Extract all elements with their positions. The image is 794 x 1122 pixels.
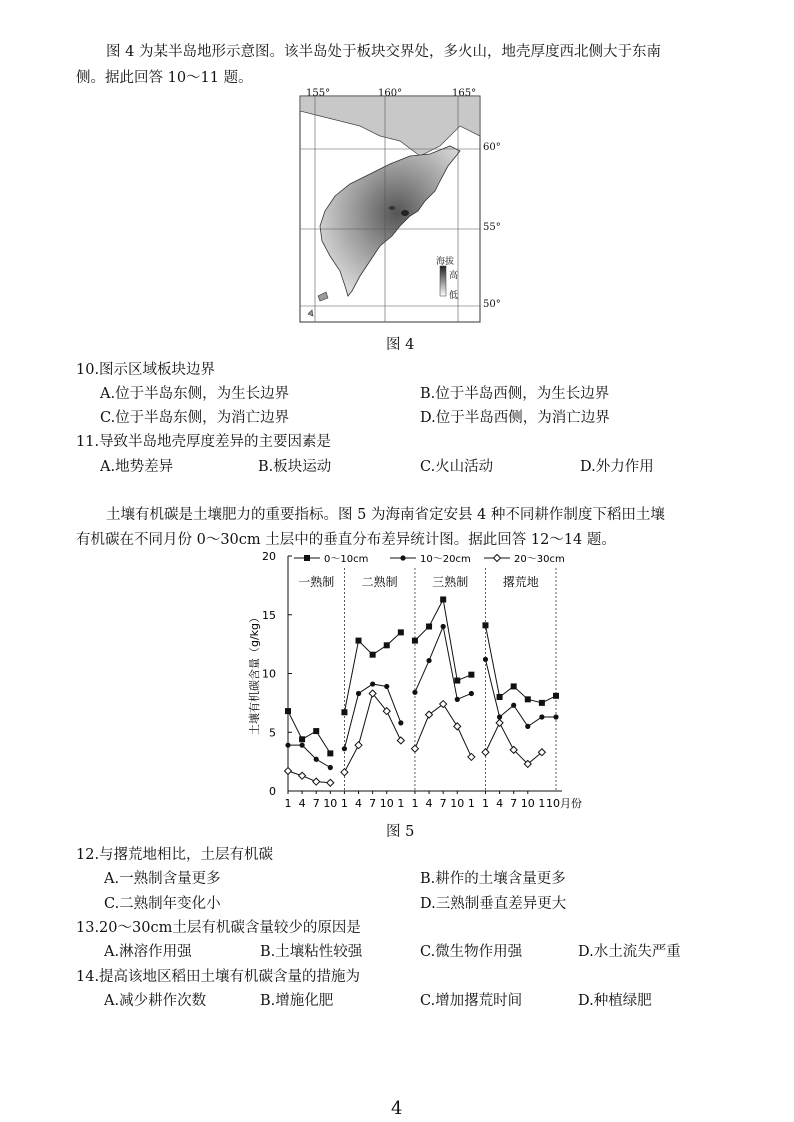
group-label: 三熟制: [432, 575, 469, 589]
data-point: [511, 683, 517, 689]
series-line: [415, 704, 471, 757]
x-tick-label: 7: [439, 797, 447, 810]
page-number: 4: [391, 1098, 403, 1119]
data-point: [300, 743, 305, 748]
data-point: [539, 700, 545, 706]
group-label: 一熟制: [298, 575, 335, 589]
q10-option-c: C.位于半岛东侧，为消亡边界: [100, 410, 290, 426]
data-point: [468, 753, 475, 760]
legend-title: 海拔: [436, 257, 455, 267]
q11-option-b: B.板块运动: [258, 459, 332, 475]
data-point: [482, 749, 489, 756]
y-tick-label: 0: [269, 785, 276, 798]
q14-option-a: A.减少耕作次数: [104, 993, 207, 1009]
q11-stem: 11.导致半岛地壳厚度差异的主要因素是: [76, 434, 332, 450]
data-point: [398, 720, 403, 725]
q10-option-b: B.位于半岛西侧，为生长边界: [420, 386, 610, 402]
y-tick-label: 15: [262, 608, 276, 622]
group-label: 撂荒地: [502, 575, 539, 589]
x-tick-label: 7: [312, 797, 320, 810]
intro-2-line-1: 土壤有机碳是土壤肥力的重要指标。图 5 为海南省定安县 4 种不同耕作制度下稻田土壤: [106, 507, 665, 523]
data-point: [497, 694, 503, 700]
data-point: [454, 678, 460, 684]
data-point: [341, 709, 347, 715]
q14-option-d: D.种植绿肥: [578, 993, 652, 1009]
peninsula-map: [300, 88, 501, 324]
data-point: [539, 714, 544, 719]
data-point: [384, 684, 389, 689]
series-line: [415, 599, 471, 680]
group-label: 二熟制: [361, 575, 398, 589]
x-tick-label: 4: [496, 797, 504, 810]
q14-option-c: C.增加撂荒时间: [420, 993, 523, 1009]
q10-option-a: A.位于半岛东侧，为生长边界: [100, 386, 290, 402]
y-tick-label: 10: [262, 667, 276, 681]
q12-stem: 12.与撂荒地相比，土层有机碳: [76, 847, 274, 863]
q13-stem: 13.20～30cm土层有机碳含量较少的原因是: [76, 920, 361, 936]
data-point: [469, 691, 474, 696]
q14-stem: 14.提高该地区稻田土壤有机碳含量的措施为: [76, 969, 361, 985]
data-point: [553, 693, 559, 699]
q13-option-c: C.微生物作用强: [420, 944, 523, 960]
y-tick-label: 5: [269, 726, 276, 740]
series-line: [288, 771, 330, 783]
fig5-caption: 图 5: [386, 824, 415, 840]
fig4-caption: 图 4: [386, 337, 415, 353]
q12-option-c: C.二熟制年变化小: [104, 896, 221, 912]
data-point: [454, 723, 461, 730]
x-tick-label-last: 10月份: [546, 797, 582, 810]
x-tick-label: 1: [538, 797, 546, 810]
x-tick-label: 4: [425, 797, 433, 810]
lon-155-label: 155°: [306, 88, 331, 99]
x-tick-label: 1: [467, 797, 475, 810]
q11-option-d: D.外力作用: [580, 459, 654, 475]
q11-option-a: A.地势差异: [100, 459, 174, 475]
data-point: [398, 629, 404, 635]
data-point: [328, 765, 333, 770]
lat-50-label: 50°: [483, 299, 501, 310]
data-point: [397, 737, 404, 744]
data-point: [511, 703, 516, 708]
data-point: [468, 672, 474, 678]
legend-label: 20～30cm: [514, 554, 565, 565]
data-point: [356, 691, 361, 696]
data-point: [327, 779, 334, 786]
data-point: [285, 708, 291, 714]
y-tick-label: 20: [262, 550, 276, 563]
data-point: [426, 658, 431, 663]
intro-2-line-2: 有机碳在不同月份 0～30cm 土层中的垂直分布差异统计图。据此回答 12～14 题。: [76, 532, 616, 548]
data-point: [411, 745, 418, 752]
q14-option-b: B.增施化肥: [260, 993, 334, 1009]
legend-high-label: 高: [449, 271, 459, 281]
data-point: [525, 696, 531, 702]
lon-160-label: 160°: [378, 88, 403, 99]
series-line: [288, 711, 330, 753]
data-point: [299, 736, 305, 742]
q11-option-c: C.火山活动: [420, 459, 494, 475]
data-point: [355, 742, 362, 749]
series-line: [288, 745, 330, 767]
legend-label: 10～20cm: [420, 554, 471, 565]
q12-option-a: A.一熟制含量更多: [104, 871, 221, 887]
data-point: [370, 681, 375, 686]
data-point: [525, 724, 530, 729]
q10-stem: 10.图示区域板块边界: [76, 362, 216, 378]
legend-label: 0～10cm: [324, 554, 369, 565]
data-point: [440, 596, 446, 602]
series-line: [485, 723, 541, 764]
q12-option-d: D.三熟制垂直差异更大: [420, 896, 567, 912]
data-point: [483, 657, 488, 662]
q12-option-b: B.耕作的土壤含量更多: [420, 871, 566, 887]
data-point: [370, 652, 376, 658]
data-point: [285, 743, 290, 748]
x-tick-label: 7: [369, 797, 377, 810]
data-point: [327, 750, 333, 756]
legend-marker: [400, 555, 405, 560]
q13-option-d: D.水土流失严重: [578, 944, 681, 960]
data-point: [455, 697, 460, 702]
data-point: [384, 642, 390, 648]
lat-55-label: 55°: [483, 222, 501, 233]
legend-low-label: 低: [449, 291, 459, 301]
figure5-chart: [240, 548, 600, 818]
intro-1-line-1: 图 4 为某半岛地形示意图。该半岛处于板块交界处，多火山，地壳厚度西北侧大于东南: [106, 44, 661, 60]
data-point: [426, 624, 432, 630]
x-tick-label: 10: [520, 797, 535, 810]
series-line: [344, 693, 400, 772]
lat-60-label: 60°: [483, 142, 501, 153]
elevation-legend-bar: [440, 266, 446, 296]
data-point: [412, 638, 418, 644]
x-tick-label: 4: [355, 797, 363, 810]
x-tick-label: 1: [284, 797, 292, 810]
lon-165-label: 165°: [452, 88, 477, 99]
data-point: [553, 714, 558, 719]
series-line: [485, 625, 556, 703]
y-axis-label: 土壤有机碳含量（g/kg）: [248, 611, 261, 736]
soil-carbon-line-chart: [240, 548, 600, 818]
data-point: [313, 728, 319, 734]
x-tick-label: 7: [510, 797, 518, 810]
data-point: [314, 757, 319, 762]
data-point: [412, 690, 417, 695]
legend-marker: [494, 555, 501, 562]
data-point: [299, 772, 306, 779]
data-point: [285, 768, 292, 775]
data-point: [441, 624, 446, 629]
x-tick-label: 10: [450, 797, 465, 810]
data-point: [313, 778, 320, 785]
q10-option-d: D.位于半岛西侧，为消亡边界: [420, 410, 610, 426]
data-point: [482, 622, 488, 628]
data-point: [341, 769, 348, 776]
q13-option-a: A.淋溶作用强: [104, 944, 192, 960]
data-point: [342, 746, 347, 751]
x-tick-label: 4: [298, 797, 306, 810]
intro-1-line-2: 侧。据此回答 10～11 题。: [76, 70, 253, 86]
x-tick-label: 10: [323, 797, 338, 810]
series-line: [415, 627, 471, 700]
data-point: [496, 719, 503, 726]
legend-marker: [304, 555, 310, 561]
data-point: [356, 638, 362, 644]
x-tick-label: 1: [481, 797, 489, 810]
q13-option-b: B.土壤粘性较强: [260, 944, 363, 960]
x-tick-label: 1: [411, 797, 419, 810]
x-tick-label: 1: [340, 797, 348, 810]
x-tick-label: 1: [397, 797, 405, 810]
x-tick-label: 10: [379, 797, 394, 810]
